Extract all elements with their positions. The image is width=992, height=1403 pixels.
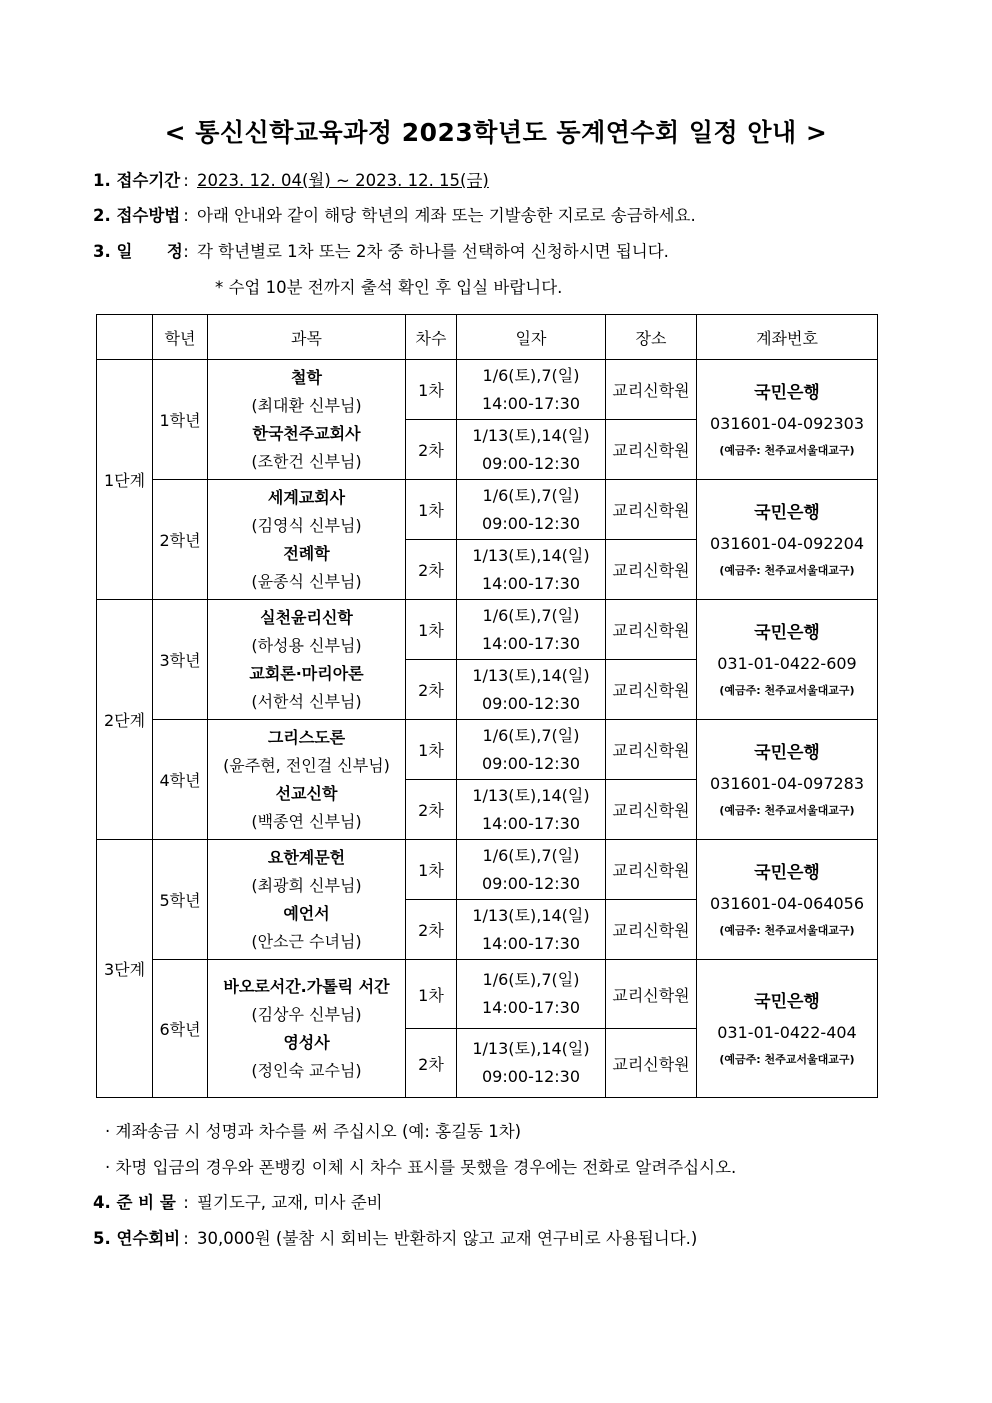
session-time: 09:00-12:30	[482, 453, 580, 473]
date-cell	[457, 960, 606, 1029]
subject-professor: (서한석 신부님)	[251, 691, 362, 711]
date-cell	[457, 540, 606, 600]
session-date: 1/13(토),14(일)	[472, 545, 590, 565]
subject-cell	[208, 960, 406, 1098]
account-holder: (예금주: 천주교서울대교구)	[719, 443, 855, 457]
table-row	[97, 840, 878, 900]
fee-label: 5. 연수회비	[93, 1229, 181, 1248]
header-date: 일자	[457, 315, 606, 360]
round-cell: 1차	[406, 960, 457, 1029]
session-date: 1/6(토),7(일)	[482, 845, 580, 865]
subject-professor: (조한건 신부님)	[251, 451, 362, 471]
account-holder: (예금주: 천주교서울대교구)	[719, 1052, 855, 1066]
account-number: 031-01-0422-404	[717, 1022, 857, 1042]
place-cell: 교리신학원	[606, 540, 697, 600]
reception-value: 2023. 12. 04(월) ~ 2023. 12. 15(금)	[197, 171, 489, 190]
date-cell	[457, 660, 606, 720]
round-cell: 2차	[406, 900, 457, 960]
session-time: 14:00-17:30	[482, 633, 580, 653]
schedule-value: 각 학년별로 1차 또는 2차 중 하나를 선택하여 신청하시면 됩니다.	[197, 242, 669, 261]
session-date: 1/6(토),7(일)	[482, 365, 580, 385]
note-phone: · 차명 입금의 경우와 폰뱅킹 이체 시 차수 표시를 못했을 경우에는 전화로 알려주십시오.	[105, 1158, 737, 1177]
grade-cell: 4학년	[153, 720, 208, 840]
date-cell	[457, 780, 606, 840]
note-transfer: · 계좌송금 시 성명과 차수를 써 주십시오 (예: 홍길동 1차)	[105, 1122, 522, 1141]
materials-sep: :	[183, 1193, 189, 1212]
account-number: 031601-04-092303	[709, 413, 865, 433]
table-header-row	[97, 315, 878, 360]
subject-professor: (최광희 신부님)	[251, 875, 362, 895]
schedule-info	[93, 238, 669, 262]
place-cell: 교리신학원	[606, 420, 697, 480]
subject-professor: (백종연 신부님)	[251, 811, 362, 831]
subject-name: 그리스도론	[267, 727, 346, 747]
subject-name: 예언서	[283, 903, 330, 923]
schedule-sep: :	[183, 242, 189, 261]
session-time: 14:00-17:30	[482, 573, 580, 593]
account-holder: (예금주: 천주교서울대교구)	[719, 923, 855, 937]
stage-cell: 3단계	[97, 840, 153, 1098]
account-holder: (예금주: 천주교서울대교구)	[719, 683, 855, 697]
attendance-note: * 수업 10분 전까지 출석 확인 후 입실 바랍니다.	[215, 278, 563, 297]
subject-name: 교회론·마리아론	[249, 663, 364, 683]
session-time: 09:00-12:30	[482, 513, 580, 533]
subject-professor: (안소근 수녀님)	[251, 931, 362, 951]
account-cell	[697, 600, 878, 720]
session-date: 1/13(토),14(일)	[472, 665, 590, 685]
session-time: 09:00-12:30	[482, 873, 580, 893]
place-cell: 교리신학원	[606, 960, 697, 1029]
subject-name: 세계교회사	[267, 487, 346, 507]
subject-name: 요한계문헌	[267, 847, 346, 867]
account-holder: (예금주: 천주교서울대교구)	[719, 563, 855, 577]
session-time: 09:00-12:30	[482, 1067, 580, 1086]
place-cell: 교리신학원	[606, 600, 697, 660]
bank-name: 국민은행	[754, 382, 820, 403]
subject-professor: (최대환 신부님)	[251, 395, 362, 415]
table-row	[97, 480, 878, 540]
fee-sep: :	[183, 1229, 189, 1248]
fee	[93, 1225, 697, 1249]
date-cell	[457, 840, 606, 900]
account-cell	[697, 360, 878, 480]
session-time: 09:00-12:30	[482, 753, 580, 773]
subject-professor: (윤주현, 전인걸 신부님)	[223, 755, 390, 775]
date-cell	[457, 720, 606, 780]
subject-professor: (하성용 신부님)	[251, 635, 362, 655]
account-number: 031601-04-064056	[709, 893, 865, 913]
method-value: 아래 안내와 같이 해당 학년의 계좌 또는 기발송한 지로로 송금하세요.	[197, 206, 696, 225]
header-account: 계좌번호	[697, 315, 878, 360]
session-time: 14:00-17:30	[482, 998, 580, 1017]
header-grade: 학년	[153, 315, 208, 360]
grade-cell: 2학년	[153, 480, 208, 600]
subject-professor: (김상우 신부님)	[251, 1004, 362, 1024]
table-row	[97, 960, 878, 1029]
header-stage	[97, 315, 153, 360]
grade-cell: 1학년	[153, 360, 208, 480]
place-cell: 교리신학원	[606, 480, 697, 540]
account-cell	[697, 840, 878, 960]
date-cell	[457, 1029, 606, 1098]
date-cell	[457, 360, 606, 420]
bank-name: 국민은행	[754, 991, 820, 1012]
bank-name: 국민은행	[754, 862, 820, 883]
bank-name: 국민은행	[754, 622, 820, 643]
grade-cell: 3학년	[153, 600, 208, 720]
session-time: 14:00-17:30	[482, 933, 580, 953]
date-cell	[457, 600, 606, 660]
schedule-table	[96, 314, 878, 1098]
round-cell: 1차	[406, 720, 457, 780]
method-sep: :	[183, 206, 189, 225]
round-cell: 1차	[406, 840, 457, 900]
stage-cell: 2단계	[97, 600, 153, 840]
place-cell: 교리신학원	[606, 780, 697, 840]
place-cell: 교리신학원	[606, 840, 697, 900]
session-date: 1/13(토),14(일)	[472, 785, 590, 805]
place-cell: 교리신학원	[606, 360, 697, 420]
session-time: 09:00-12:30	[482, 693, 580, 713]
account-cell	[697, 480, 878, 600]
account-cell	[697, 720, 878, 840]
round-cell: 2차	[406, 1029, 457, 1098]
subject-cell	[208, 720, 406, 840]
table-row	[97, 600, 878, 660]
subject-cell	[208, 360, 406, 480]
session-date: 1/6(토),7(일)	[482, 970, 580, 989]
subject-professor: (김영식 신부님)	[251, 515, 362, 535]
table-row	[97, 720, 878, 780]
subject-cell	[208, 840, 406, 960]
header-round: 차수	[406, 315, 457, 360]
subject-name: 실천윤리신학	[260, 607, 353, 627]
account-cell	[697, 960, 878, 1098]
round-cell: 1차	[406, 480, 457, 540]
place-cell: 교리신학원	[606, 660, 697, 720]
stage-cell: 1단계	[97, 360, 153, 600]
reception-label: 1. 접수기간	[93, 171, 181, 190]
account-number: 031601-04-092204	[709, 533, 865, 553]
reception-sep: :	[183, 171, 189, 190]
subject-name: 한국천주교회사	[252, 423, 361, 443]
subject-name: 선교신학	[275, 783, 338, 803]
payment-method	[93, 202, 696, 226]
subject-professor: (윤종식 신부님)	[251, 571, 362, 591]
materials	[93, 1189, 383, 1213]
subject-name: 전례학	[283, 543, 330, 563]
session-date: 1/13(토),14(일)	[472, 425, 590, 445]
subject-professor: (정인숙 교수님)	[251, 1060, 362, 1080]
bank-name: 국민은행	[754, 742, 820, 763]
reception-period	[93, 167, 489, 191]
header-place: 장소	[606, 315, 697, 360]
place-cell: 교리신학원	[606, 720, 697, 780]
date-cell	[457, 900, 606, 960]
table-row	[97, 360, 878, 420]
session-date: 1/6(토),7(일)	[482, 725, 580, 745]
fee-value: 30,000원 (불참 시 회비는 반환하지 않고 교재 연구비로 사용됩니다.)	[197, 1229, 698, 1248]
session-time: 14:00-17:30	[482, 393, 580, 413]
subject-name: 바오로서간.가톨릭 서간	[223, 976, 390, 996]
subject-name: 영성사	[283, 1032, 330, 1052]
subject-name: 철학	[291, 367, 322, 387]
place-cell: 교리신학원	[606, 900, 697, 960]
header-subject: 과목	[208, 315, 406, 360]
schedule-label: 3. 일 정	[93, 242, 183, 261]
session-date: 1/6(토),7(일)	[482, 485, 580, 505]
round-cell: 2차	[406, 660, 457, 720]
subject-cell	[208, 600, 406, 720]
round-cell: 2차	[406, 540, 457, 600]
account-number: 031601-04-097283	[709, 773, 865, 793]
date-cell	[457, 480, 606, 540]
account-number: 031-01-0422-609	[717, 653, 857, 673]
account-holder: (예금주: 천주교서울대교구)	[719, 803, 855, 817]
round-cell: 2차	[406, 780, 457, 840]
session-date: 1/13(토),14(일)	[472, 905, 590, 925]
round-cell: 1차	[406, 360, 457, 420]
session-date: 1/6(토),7(일)	[482, 605, 580, 625]
subject-cell	[208, 480, 406, 600]
round-cell: 1차	[406, 600, 457, 660]
place-cell: 교리신학원	[606, 1029, 697, 1098]
session-date: 1/13(토),14(일)	[472, 1039, 590, 1058]
session-time: 14:00-17:30	[482, 813, 580, 833]
method-label: 2. 접수방법	[93, 206, 181, 225]
date-cell	[457, 420, 606, 480]
grade-cell: 5학년	[153, 840, 208, 960]
materials-label: 4. 준 비 물	[93, 1193, 176, 1212]
document-title: < 통신신학교육과정 2023학년도 동계연수회 일정 안내 >	[164, 118, 828, 147]
materials-value: 필기도구, 교재, 미사 준비	[197, 1193, 383, 1212]
bank-name: 국민은행	[754, 502, 820, 523]
grade-cell: 6학년	[153, 960, 208, 1098]
round-cell: 2차	[406, 420, 457, 480]
